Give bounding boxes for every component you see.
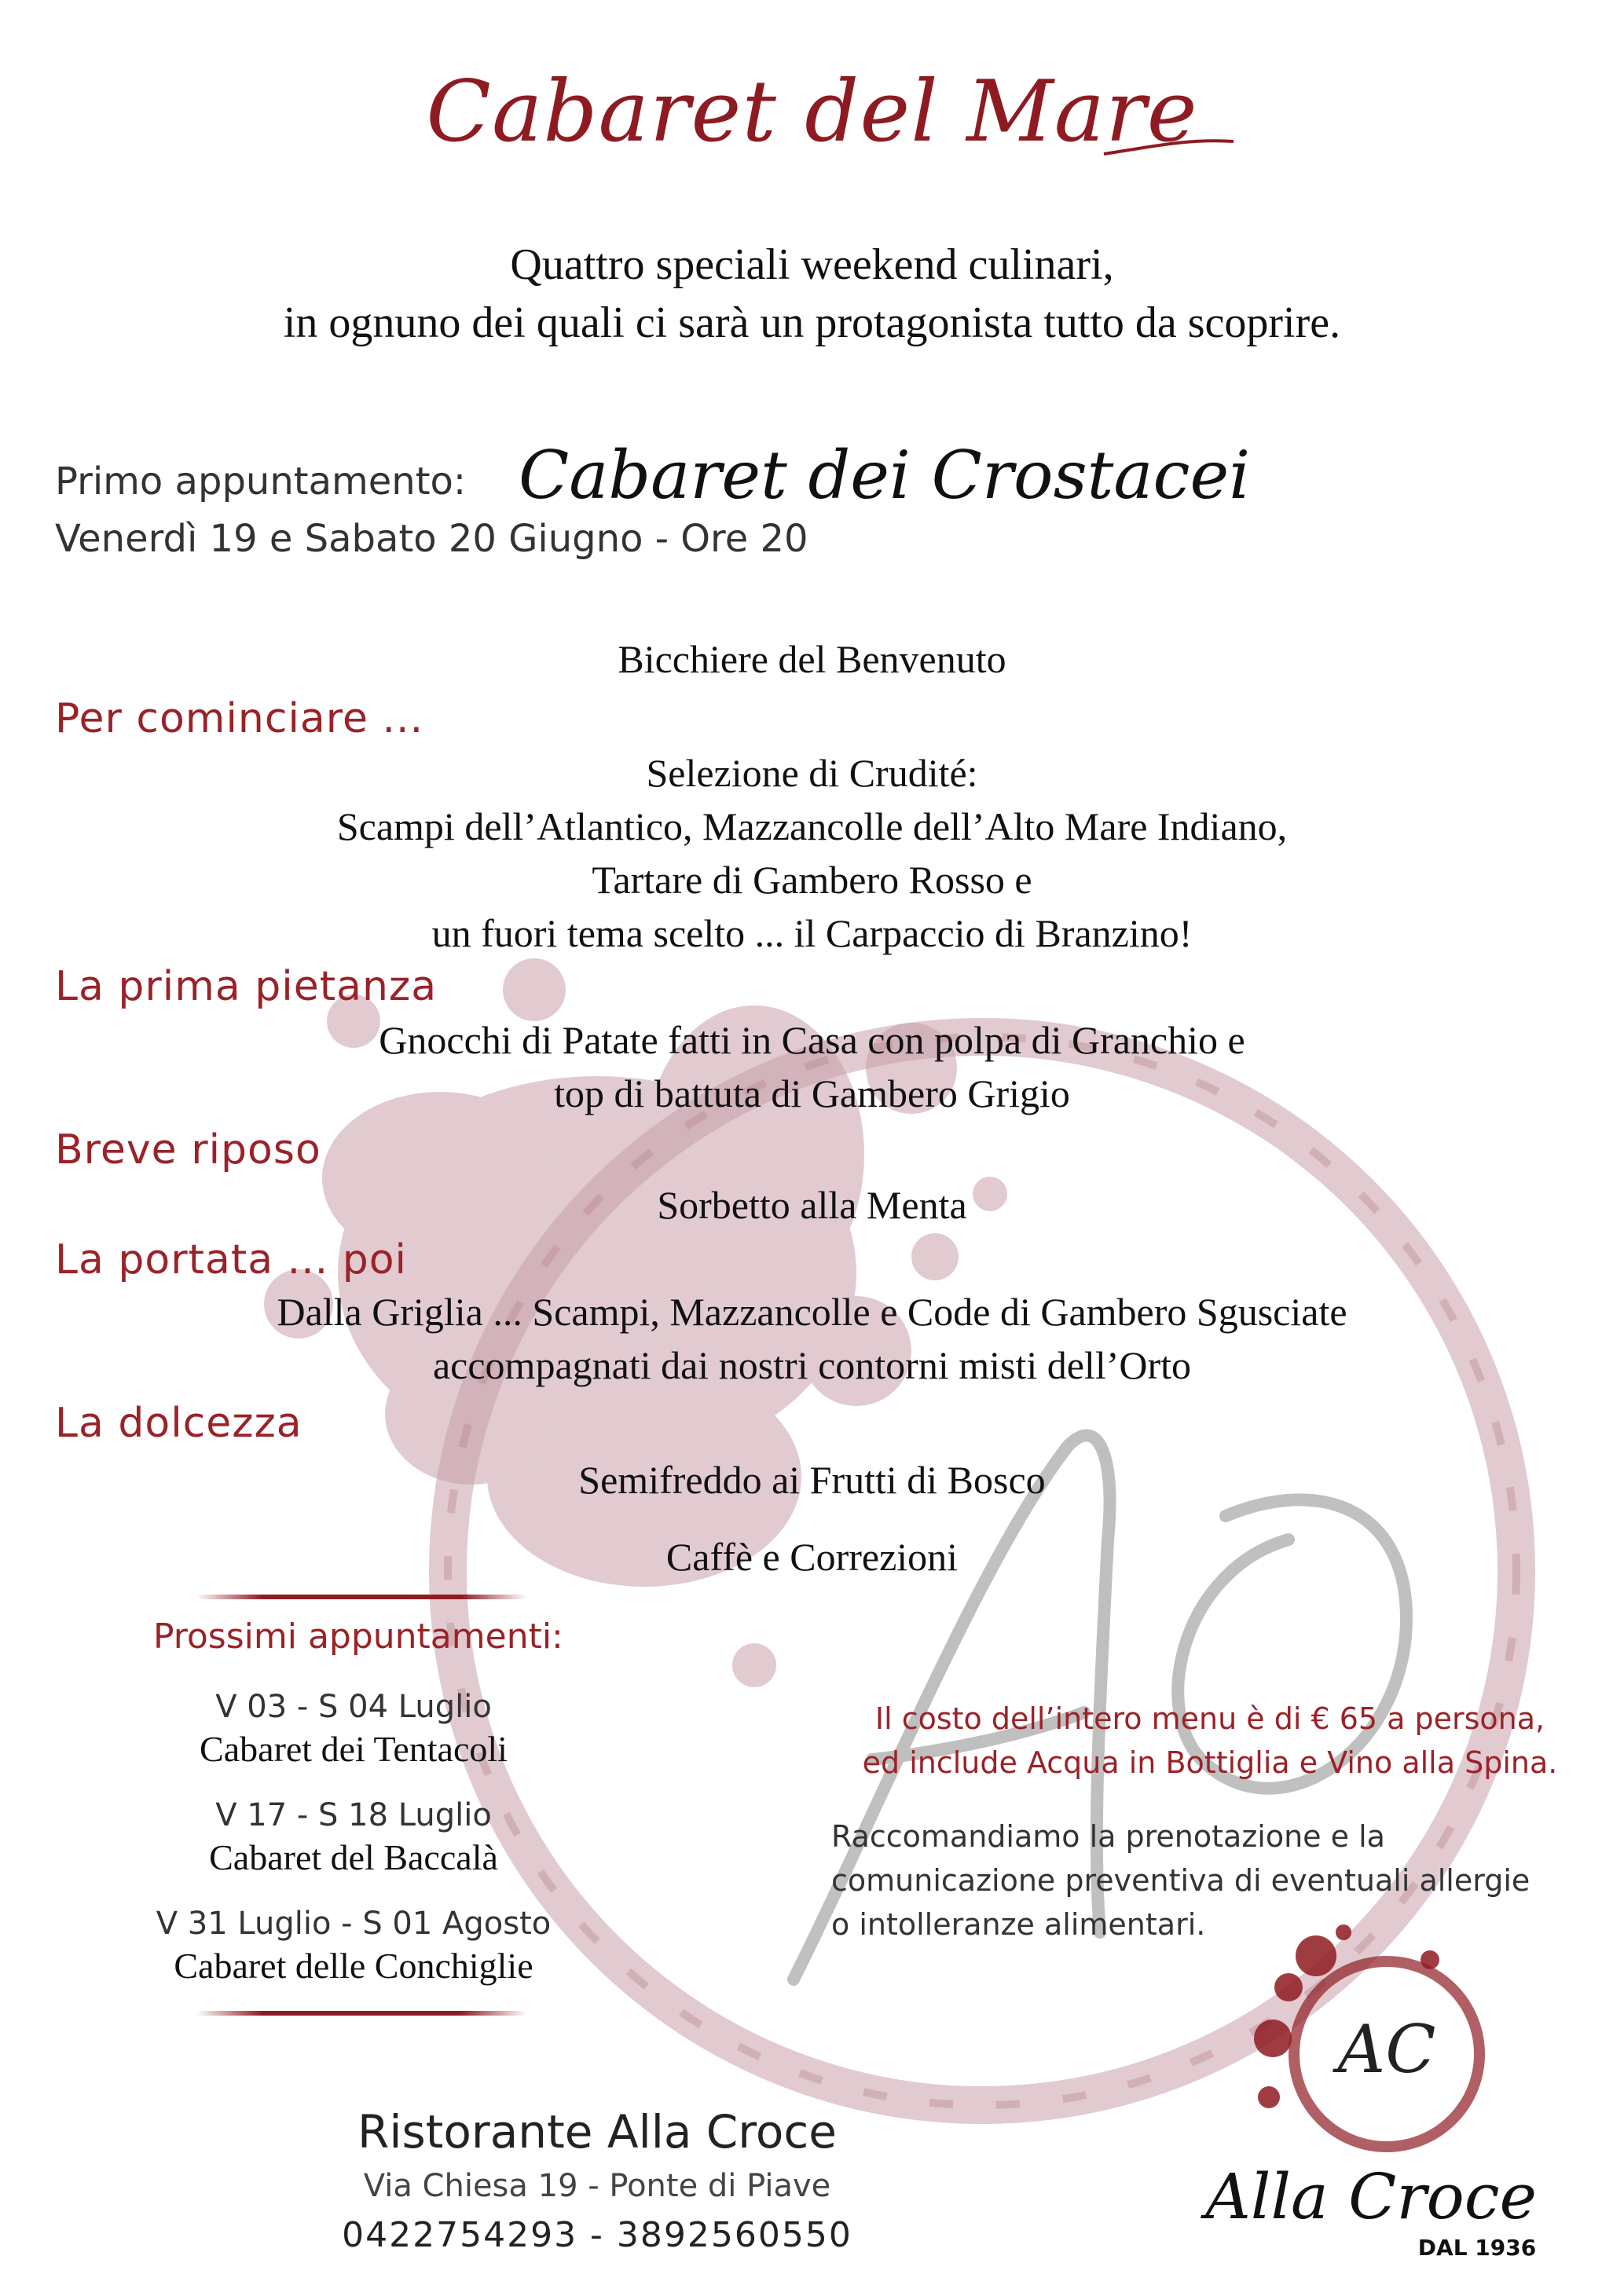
allergy-note: Raccomandiamo la prenotazione e la <box>831 1819 1385 1854</box>
dish-line: top di battuta di Gambero Grigio <box>554 1071 1070 1115</box>
upcoming-event-name: Cabaret del Baccalà <box>209 1837 498 1877</box>
upcoming-event-date: V 03 - S 04 Luglio <box>215 1689 492 1725</box>
dish-line: accompagnati dai nostri contorni misti dell’Orto <box>432 1343 1192 1387</box>
dish-line: Tartare di Gambero Rosso e <box>592 858 1032 902</box>
upcoming-event-date: V 31 Luglio - S 01 Agosto <box>156 1906 552 1942</box>
coffee-line: Caffè e Correzioni <box>665 1535 959 1579</box>
logo-monogram: AC <box>1337 2011 1436 2088</box>
title-flourish <box>1100 132 1241 163</box>
welcome-drink: Bicchiere del Benvenuto <box>618 637 1006 681</box>
dish-line: Gnocchi di Patate fatti in Casa con polpa di Granchio e <box>379 1018 1245 1062</box>
divider-line <box>196 2011 526 2016</box>
upcoming-event-date: V 17 - S 18 Luglio <box>215 1797 492 1833</box>
section-heading: La portata ... poi <box>55 1236 407 1283</box>
intro-line-2: in ognuno dei quali ci sarà un protagonista tutto da scoprire. <box>283 298 1341 347</box>
dish-line: un fuori tema scelto ... il Carpaccio di Branzino! <box>431 911 1193 955</box>
first-event-label: Primo appuntamento: <box>55 460 467 504</box>
upcoming-event-name: Cabaret delle Conchiglie <box>174 1946 533 1986</box>
dish-line: Scampi dell’Atlantico, Mazzancolle dell’Alto Mare Indiano, <box>336 804 1288 848</box>
dish-line: Dalla Griglia ... Scampi, Mazzancolle e Code di Gambero Sgusciate <box>277 1290 1347 1334</box>
section-heading: La dolcezza <box>55 1400 302 1447</box>
restaurant-address: Via Chiesa 19 - Ponte di Piave <box>363 2168 831 2204</box>
allergy-note: comunicazione preventiva di eventuali allergie <box>831 1863 1531 1898</box>
intro-line-1: Quattro speciali weekend culinari, <box>510 240 1114 289</box>
upcoming-heading: Prossimi appuntamenti: <box>153 1617 563 1657</box>
logo-since: DAL 1936 <box>1417 2235 1537 2261</box>
allergy-note: o intolleranze alimentari. <box>831 1907 1206 1942</box>
section-heading: La prima pietanza <box>55 963 438 1010</box>
restaurant-name: Ristorante Alla Croce <box>357 2105 837 2159</box>
price-line: Il costo dell’intero menu è di € 65 a persona, <box>874 1701 1545 1736</box>
page-title: Cabaret del Mare <box>426 63 1198 161</box>
section-heading: Breve riposo <box>55 1126 321 1174</box>
upcoming-event-name: Cabaret dei Tentacoli <box>200 1729 508 1769</box>
price-line: ed include Acqua in Bottiglia e Vino alla Spina. <box>862 1745 1558 1780</box>
logo-name: Alla Croce <box>1205 2160 1537 2233</box>
dish-line: Sorbetto alla Menta <box>657 1183 967 1227</box>
restaurant-phones: 0422754293 - 3892560550 <box>342 2215 852 2255</box>
dish-line: Selezione di Crudité: <box>646 751 978 795</box>
logo <box>1179 1901 1556 2270</box>
dish-line: Semifreddo ai Frutti di Bosco <box>578 1458 1046 1502</box>
section-heading: Per cominciare ... <box>55 695 424 742</box>
first-event-date: Venerdì 19 e Sabato 20 Giugno - Ore 20 <box>55 517 808 561</box>
first-event-name: Cabaret dei Crostacei <box>519 437 1251 514</box>
divider-line <box>196 1595 526 1599</box>
